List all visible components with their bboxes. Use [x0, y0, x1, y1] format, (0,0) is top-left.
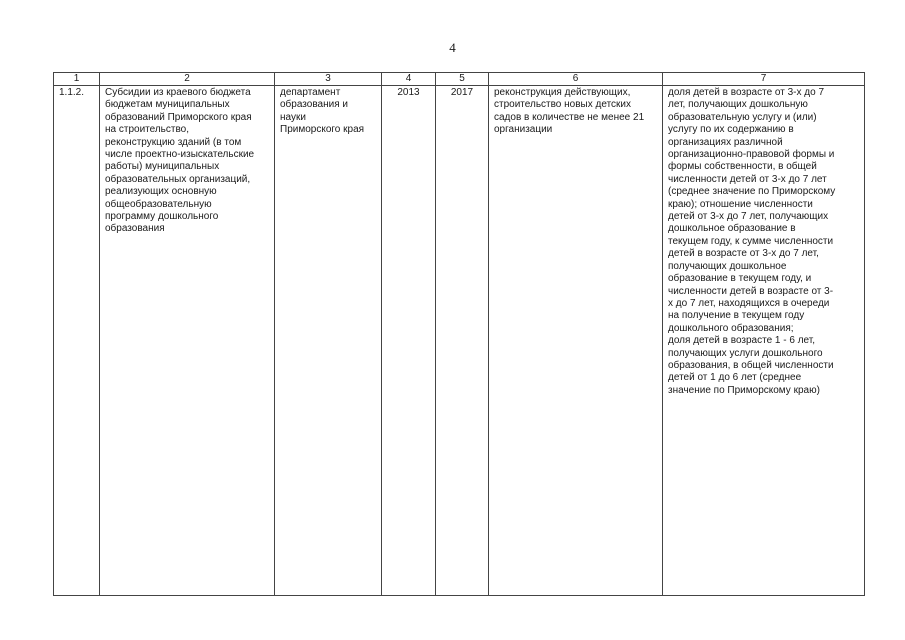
measure-description: Субсидии из краевого бюджета бюджетам муниципальных образований Приморского края на строительство, реконструкцию зданий (в том числе проектно-изыскательские работы) муниципальных образовательных организаций, реализующих основную общеобразовательную программу дошкольного образования: [100, 86, 275, 596]
table-row: [54, 86, 865, 596]
target-indicators: доля детей в возрасте от 3-х до 7 лет, получающих дошкольную образовательную услугу и (или) услугу по их содержанию в организациях различной организационно-правовой формы и формы собственности, в общей численности детей от 3-х до 7 лет (среднее значение по Приморскому краю); отношение численности детей от 3-х до 7 лет, получающих дошкольное образование в текущем году, к сумме численности детей в возрасте от 3-х до 7 лет, получающих дошкольное образование в текущем году, и численности детей в возрасте от 3- х до 7 лет, находящихся в очереди на получение в текущем году дошкольного образования; доля детей в возрасте 1 - 6 лет, получающих услуги дошкольного образования, в общей численности детей от 1 до 6 лет (среднее значение по Приморскому краю): [663, 86, 865, 596]
header-row: [54, 73, 865, 86]
year-start: 2013: [382, 86, 436, 596]
row-number: 1.1.2.: [54, 86, 100, 596]
header-col-6: 6: [489, 73, 663, 86]
program-table: [53, 72, 865, 596]
header-col-1: 1: [54, 73, 100, 86]
year-end: 2017: [436, 86, 489, 596]
header-col-5: 5: [436, 73, 489, 86]
header-col-7: 7: [663, 73, 865, 86]
header-col-2: 2: [100, 73, 275, 86]
page-number: 4: [449, 40, 456, 55]
header-col-3: 3: [275, 73, 382, 86]
header-col-4: 4: [382, 73, 436, 86]
responsible-executor: департамент образования и науки Приморского края: [275, 86, 382, 596]
expected-result: реконструкция действующих, строительство новых детских садов в количестве не менее 21 организации: [489, 86, 663, 596]
